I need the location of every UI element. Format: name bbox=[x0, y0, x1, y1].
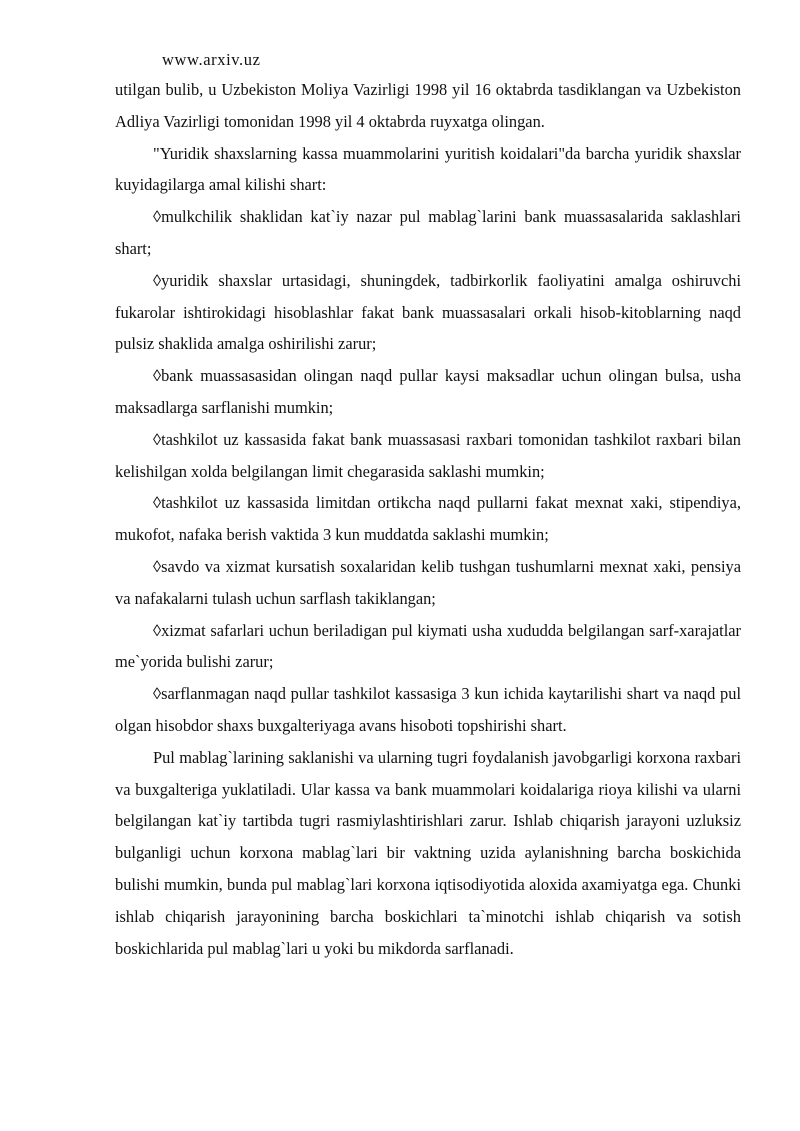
paragraph-responsibility: Pul mablag`larining saklanishi va ularning tugri foydalanish javobgarligi korxona raxbari va buxgalteriga yuklatiladi. Ular kassa va bank muammolari koidalariga rioya kilishi va ularni belgilangan kat`iy tartibda tugri rasmiylashtirishlari zarur. Ishlab chiqarish jarayoni uzluksiz bulganligi uchun korxona mablag`lari bir vaktning uzida aylanishning barcha boskichida bulishi mumkin, bunda pul mablag`lari korxona iqtisodiyotida aloxida axamiyatga ega. Chunki ishlab chiqarish jarayonining barcha boskichlari ta`minotchi ishlab chiqarish va sotish boskichlarida pul mablag`lari u yoki bu mikdorda sarflanadi. bbox=[115, 747, 741, 958]
list-item-rule: ◊yuridik shaxslar urtasidagi, shuningdek, tadbirkorlik faoliyatini amalga oshiruvchi fukarolar ishtirokidagi hisoblashlar fakat bank muassasalari orkali hisob-kitoblarning naqd pulsiz shaklida amalga oshirilishi zarur; bbox=[115, 270, 741, 354]
list-item-rule: ◊mulkchilik shaklidan kat`iy nazar pul mablag`larini bank muassasalarida saklashlari shart; bbox=[115, 207, 741, 258]
list-item-rule: ◊bank muassasasidan olingan naqd pullar kaysi maksadlar uchun olingan bulsa, usha maksadlarga sarflanishi mumkin; bbox=[115, 366, 741, 417]
document-body bbox=[115, 74, 741, 964]
list-item-rule: ◊xizmat safarlari uchun beriladigan pul kiymati usha xududda belgilangan sarf-xarajatlar me`yorida bulishi zarur; bbox=[115, 620, 741, 672]
paragraph-continuation: utilgan bulib, u Uzbekiston Moliya Vazirligi 1998 yil 16 oktabrda tasdiklangan va Uzbekiston Adliya Vazirligi tomonidan 1998 yil 4 oktabrda ruyxatga olingan. bbox=[115, 80, 741, 131]
page-header-site: www.arxiv.uz bbox=[162, 50, 261, 69]
list-item-rule: ◊savdo va xizmat kursatish soxalaridan kelib tushgan tushumlarni mexnat xaki, pensiya va nafakalarni tulash uchun sarflash takiklangan; bbox=[115, 556, 741, 608]
paragraph-rules-intro: "Yuridik shaxslarning kassa muammolarini yuritish koidalari"da barcha yuridik shaxslar kuyidagilarga amal kilishi shart: bbox=[115, 143, 741, 195]
list-item-rule: ◊tashkilot uz kassasida limitdan ortikcha naqd pullarni fakat mexnat xaki, stipendiya, mukofot, nafaka berish vaktida 3 kun muddatda saklashi mumkin; bbox=[115, 493, 741, 545]
list-item-rule: ◊tashkilot uz kassasida fakat bank muassasasi raxbari tomonidan tashkilot raxbari bilan kelishilgan xolda belgilangan limit chegarasida saklashi mumkin; bbox=[115, 429, 741, 481]
list-item-rule: ◊sarflanmagan naqd pullar tashkilot kassasiga 3 kun ichida kaytarilishi shart va naqd pul olgan hisobdor shaxs buxgalteriyaga avans hisoboti topshirishi shart. bbox=[115, 684, 741, 735]
